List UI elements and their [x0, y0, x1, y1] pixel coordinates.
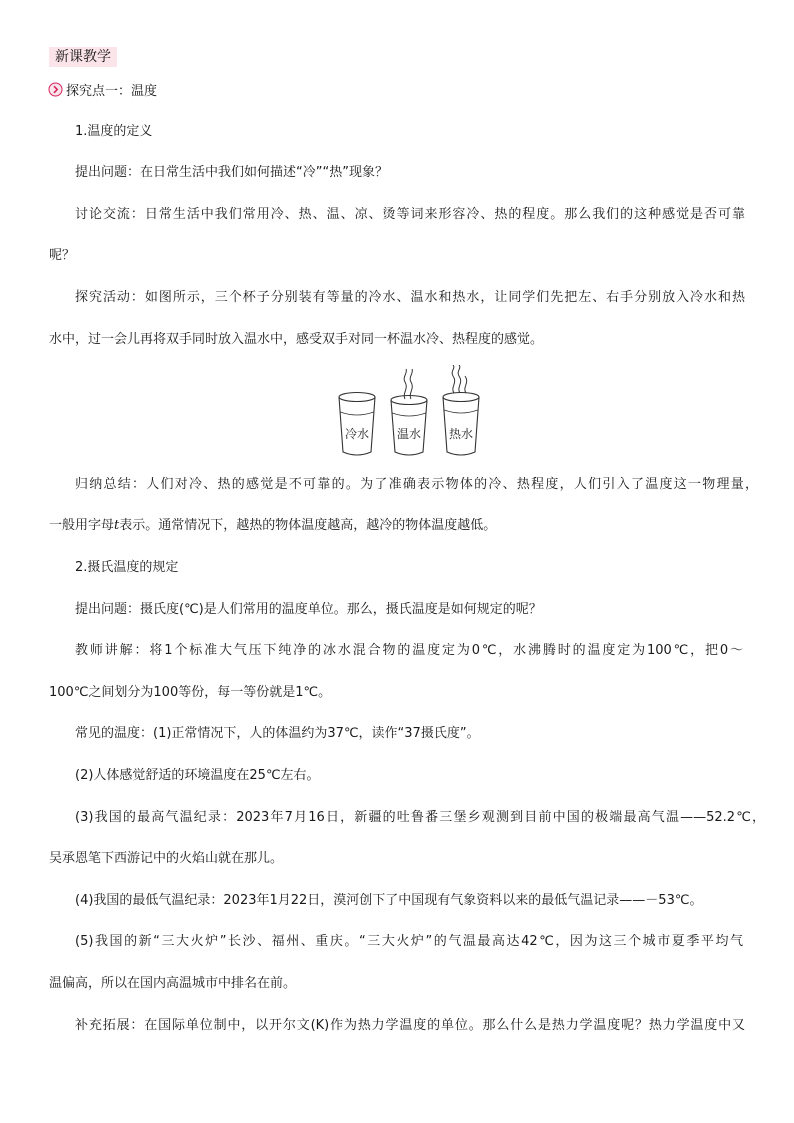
paragraph-summary: 归纳总结：人们对冷、热的感觉是不可靠的。为了准确表示物体的冷、热程度，人们引入了温度这一物理量，: [75, 477, 758, 492]
paragraph-question: 提出问题：在日常生活中我们如何描述“冷”“热”现象？: [75, 165, 388, 180]
paragraph-max-record-cont: 吴承恩笔下西游记中的火焰山就在那儿。: [49, 851, 284, 866]
paragraph-activity-cont: 水中，过一会儿再将双手同时放入温水中，感受双手对同一杯温水冷、热程度的感觉。: [49, 332, 544, 347]
paragraph-common-temps: 常见的温度：(1)正常情况下，人的体温约为37℃，读作“37摄氏度”。: [75, 726, 480, 741]
cup-mid-label: 温水: [396, 427, 422, 441]
paragraph-furnaces-cont: 温偏高，所以在国内高温城市中排名在前。: [49, 976, 297, 991]
three-cups-figure: [332, 365, 484, 460]
heading-temperature-definition: 1.温度的定义: [75, 124, 153, 139]
cup-right: [443, 393, 479, 456]
summary-text-b: 表示。通常情况下，越热的物体温度越高，越冷的物体温度越低。: [119, 518, 497, 533]
paragraph-min-record: (4)我国的最低气温纪录：2023年1月22日，漠河创下了中国现有气象资料以来的最低气温记录——－53℃。: [75, 893, 703, 908]
summary-text-a: 一般用字母: [49, 518, 115, 533]
paragraph-summary-cont: [49, 516, 496, 536]
cup-mid: [391, 396, 427, 456]
paragraph-discussion-cont: 呢？: [49, 248, 76, 263]
section-tag: 新课教学: [49, 47, 117, 67]
paragraph-discussion: 讨论交流：日常生活中我们常用冷、热、温、凉、烫等词来形容冷、热的程度。那么我们的这种感觉是否可靠: [75, 207, 745, 222]
sub-heading-text: 探究点一：温度: [66, 83, 158, 99]
cup-left: [339, 393, 375, 456]
chevron-circle-icon: [48, 82, 63, 97]
paragraph-teacher: 教师讲解：将1个标准大气压下纯净的冰水混合物的温度定为0℃，水沸腾时的温度定为100℃，把0～: [75, 643, 743, 658]
paragraph-extension: 补充拓展：在国际单位制中，以开尔文(K)作为热力学温度的单位。那么什么是热力学温度呢？热力学温度中又: [75, 1018, 745, 1033]
variable-t: t: [114, 518, 120, 533]
paragraph-teacher-cont: 100℃之间划分为100等份，每一等份就是1℃。: [49, 685, 332, 700]
heading-celsius: 2.摄氏温度的规定: [75, 560, 179, 575]
paragraph-comfort-temp: (2)人体感觉舒适的环境温度在25℃左右。: [75, 768, 320, 783]
paragraph-max-record: (3)我国的最高气温纪录：2023年7月16日，新疆的吐鲁番三堡乡观测到目前中国的极端最高气温——52.2℃，: [75, 810, 765, 825]
paragraph-activity: 探究活动：如图所示，三个杯子分别装有等量的冷水、温水和热水，让同学们先把左、右手分别放入冷水和热: [75, 290, 745, 305]
paragraph-celsius-question: 提出问题：摄氏度(℃)是人们常用的温度单位。那么，摄氏温度是如何规定的呢？: [75, 602, 542, 617]
paragraph-furnaces: (5)我国的新“三大火炉”长沙、福州、重庆。“三大火炉”的气温最高达42℃，因为这三个城市夏季平均气: [75, 934, 743, 949]
cup-left-label: 冷水: [344, 427, 370, 441]
sub-heading: [48, 79, 157, 99]
cup-right-label: 热水: [448, 427, 474, 441]
